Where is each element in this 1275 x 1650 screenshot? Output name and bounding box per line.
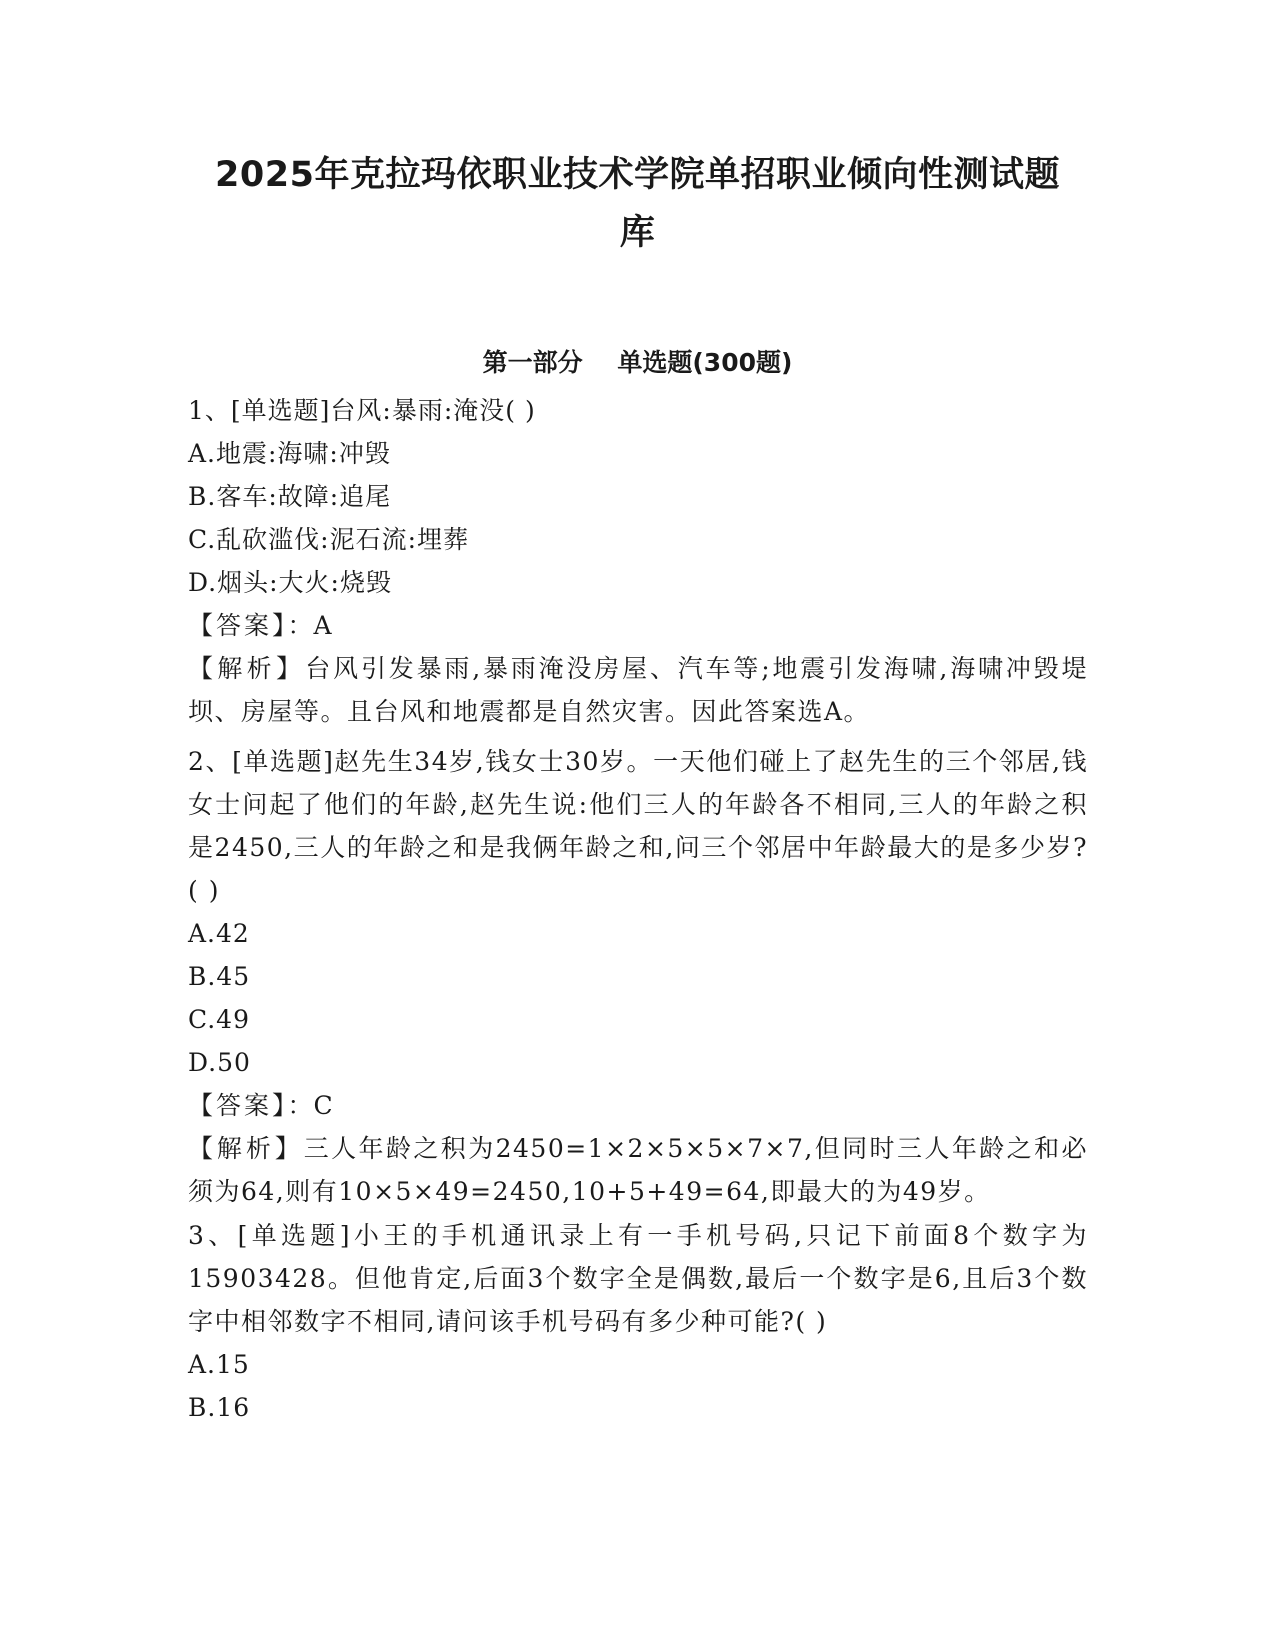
answer-line — [188, 1084, 1088, 1127]
question-2 — [188, 740, 1088, 1213]
option-a: A.地震:海啸:冲毁 — [188, 439, 391, 468]
option-b: B.16 — [188, 1393, 251, 1422]
analysis-label: 【解析】 — [188, 654, 306, 683]
question-1 — [188, 389, 1088, 733]
option-b: B.客车:故障:追尾 — [188, 482, 392, 511]
analysis-text: 台风引发暴雨,暴雨淹没房屋、汽车等;地震引发海啸,海啸冲毁堤坝、房屋等。且台风和地震都是自然灾害。因此答案选A。 — [188, 654, 1088, 726]
question-stem: 1、[单选题]台风:暴雨:淹没( ) — [188, 396, 536, 425]
answer-value: C — [313, 1091, 334, 1120]
question-3 — [188, 1214, 1088, 1429]
answer-value: A — [313, 611, 333, 640]
analysis-paragraph — [188, 647, 1088, 733]
option-c: C.49 — [188, 1005, 250, 1034]
question-stem: 2、[单选题]赵先生34岁,钱女士30岁。一天他们碰上了赵先生的三个邻居,钱女士问起了他们的年龄,赵先生说:他们三人的年龄各不相同,三人的年龄之积是2450,三人的年龄之和是我俩年龄之和,问三个邻居中年龄最大的是多少岁?( ) — [188, 747, 1088, 905]
answer-label: 【答案】 — [188, 611, 288, 640]
analysis-label: 【解析】 — [188, 1134, 304, 1163]
option-b: B.45 — [188, 962, 251, 991]
document-title-line-2: 库 — [619, 213, 656, 253]
answer-separator: ： — [287, 611, 314, 640]
answer-separator: ： — [287, 1091, 314, 1120]
analysis-paragraph — [188, 1127, 1088, 1213]
answer-label: 【答案】 — [188, 1091, 288, 1120]
option-a: A.42 — [188, 919, 250, 948]
option-d: D.50 — [188, 1048, 251, 1077]
option-a: A.15 — [188, 1350, 250, 1379]
section-title: 第一部分 单选题(300题) — [482, 348, 793, 377]
answer-line — [188, 604, 1088, 647]
question-stem: 3、[单选题]小王的手机通讯录上有一手机号码,只记下前面8个数字为15903428。但他肯定,后面3个数字全是偶数,最后一个数字是6,且后3个数字中相邻数字不相同,请问该手机号码有多少种可能?( ) — [188, 1221, 1088, 1336]
document-title — [160, 146, 1115, 262]
analysis-text: 三人年龄之积为2450=1×2×5×5×7×7,但同时三人年龄之和必须为64,则有10×5×49=2450,10+5+49=64,即最大的为49岁。 — [188, 1134, 1088, 1206]
document-title-line-1: 2025年克拉玛依职业技术学院单招职业倾向性测试题 — [215, 155, 1060, 195]
option-d: D.烟头:大火:烧毁 — [188, 568, 392, 597]
option-c: C.乱砍滥伐:泥石流:埋葬 — [188, 525, 470, 554]
